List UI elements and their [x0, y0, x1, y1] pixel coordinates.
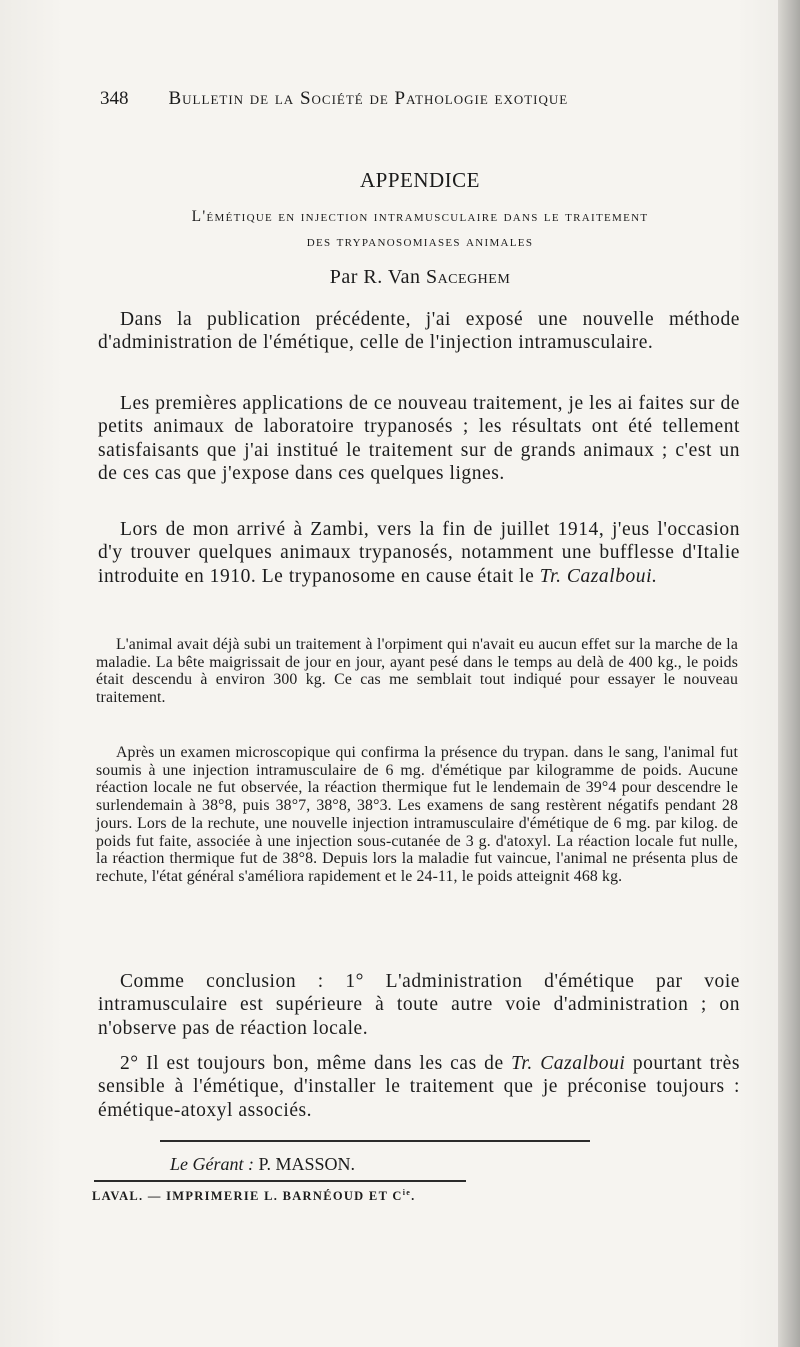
paragraph-text: Après un examen microscopique qui confirma la présence du trypan. dans le sang, l'animal fut soumis à une injection intramusculaire de 6 mg. d'émétique par kilogramme de poids. Aucune réaction locale ne fut observée, la réaction thermique fut le lendemain de 39°4 pour descendre le surlendemain à 38°8, puis 38°7, 38°8, 38°3. Les examens de sang restèrent négatifs pendant 28 jours. Lors de la rechute, une nouvelle injection intramusculaire d'émétique de 6 mg. par kilog. de poids fut faite, associée à une injection sous-cutanée de 3 g. d'atoxyl. La réaction locale fut nulle, la réaction thermique fut de 38°8. Depuis lors la maladie fut vaincue, l'animal ne présenta plus de rechute, l'état général s'améliora rapidement et le 24-11, le poids atteignit 468 kg. — [96, 744, 738, 885]
gerant-name: P. MASSON. — [258, 1154, 356, 1174]
case-paragraph-1 — [96, 636, 738, 707]
gerant-line — [170, 1154, 355, 1175]
case-paragraph-2 — [96, 744, 738, 886]
paragraph-3-main: Lors de mon arrivé à Zambi, vers la fin de juillet 1914, j'eus l'occasion d'y trouver quelques animaux trypanosés, notamment une bufflesse d'Italie introduite en 1910. Le trypanosome en cause était le — [98, 519, 740, 587]
printer-end: . — [411, 1189, 416, 1204]
printer-imprint — [92, 1188, 416, 1204]
page-number: 348 — [100, 88, 129, 109]
divider — [94, 1180, 466, 1182]
paragraph-text — [98, 1052, 740, 1122]
printer-main: LAVAL. — IMPRIMERIE L. BARNÉOUD ET C — [92, 1189, 403, 1204]
article-subtitle — [100, 204, 740, 254]
gerant-label: Le Gérant : — [170, 1154, 254, 1174]
paragraph-3 — [98, 518, 740, 588]
subtitle-line-1: L'émétique en injection intramusculaire dans le traitement — [191, 208, 649, 225]
species-name: Tr. Cazalboui. — [539, 565, 658, 587]
paragraph-text: L'animal avait déjà subi un traitement à l'orpiment qui n'avait eu aucun effet sur la marche de la maladie. La bête maigrissait de jour en jour, ayant pesé dans le temps au delà de 400 kg., le poids était descendu à environ 300 kg. Ce cas me semblait tout indiqué pour essayer le nouveau traitement. — [96, 636, 738, 707]
paragraph-final — [98, 1052, 740, 1122]
paragraph-1 — [98, 308, 740, 355]
paragraph-conclusion — [98, 970, 740, 1040]
paragraph-final-end: pourtant très sensible à l'émétique, d'installer le traitement que je préconise toujours : émétique-atoxyl associés. — [98, 1053, 740, 1121]
paragraph-2 — [98, 392, 740, 485]
running-head — [100, 88, 670, 110]
author-prefix: Par R. Van — [329, 266, 421, 288]
paragraph-text: Comme conclusion : 1° L'administration d'émétique par voie intramusculaire est supérieure à toute autre voie d'administration ; on n'observe pas de réaction locale. — [98, 971, 740, 1039]
subtitle-line-2: des trypanosomiases animales — [306, 233, 534, 250]
paragraph-text: Dans la publication précédente, j'ai exposé une nouvelle méthode d'administration de l'émétique, celle de l'injection intramusculaire. — [98, 309, 740, 354]
page-edge-shadow — [778, 0, 800, 1347]
author-line — [100, 266, 740, 289]
paragraph-text — [98, 518, 740, 588]
author-surname: Saceghem — [425, 266, 511, 288]
paragraph-text: Les premières applications de ce nouveau traitement, je les ai faites sur de petits animaux de laboratoire trypanosés ; les résultats ont été tellement satisfaisants que j'ai institué le traitement sur de grands animaux ; c'est un de ces cas que j'expose dans ces quelques lignes. — [98, 393, 740, 484]
species-name: Tr. Cazalboui — [511, 1053, 626, 1074]
journal-title: Bulletin de la Société de Pathologie exotique — [168, 88, 569, 109]
paragraph-final-start: 2° Il est toujours bon, même dans les cas de — [120, 1053, 504, 1074]
divider — [160, 1140, 590, 1142]
printer-sup: ie — [402, 1188, 412, 1197]
section-title: APPENDICE — [359, 168, 480, 192]
